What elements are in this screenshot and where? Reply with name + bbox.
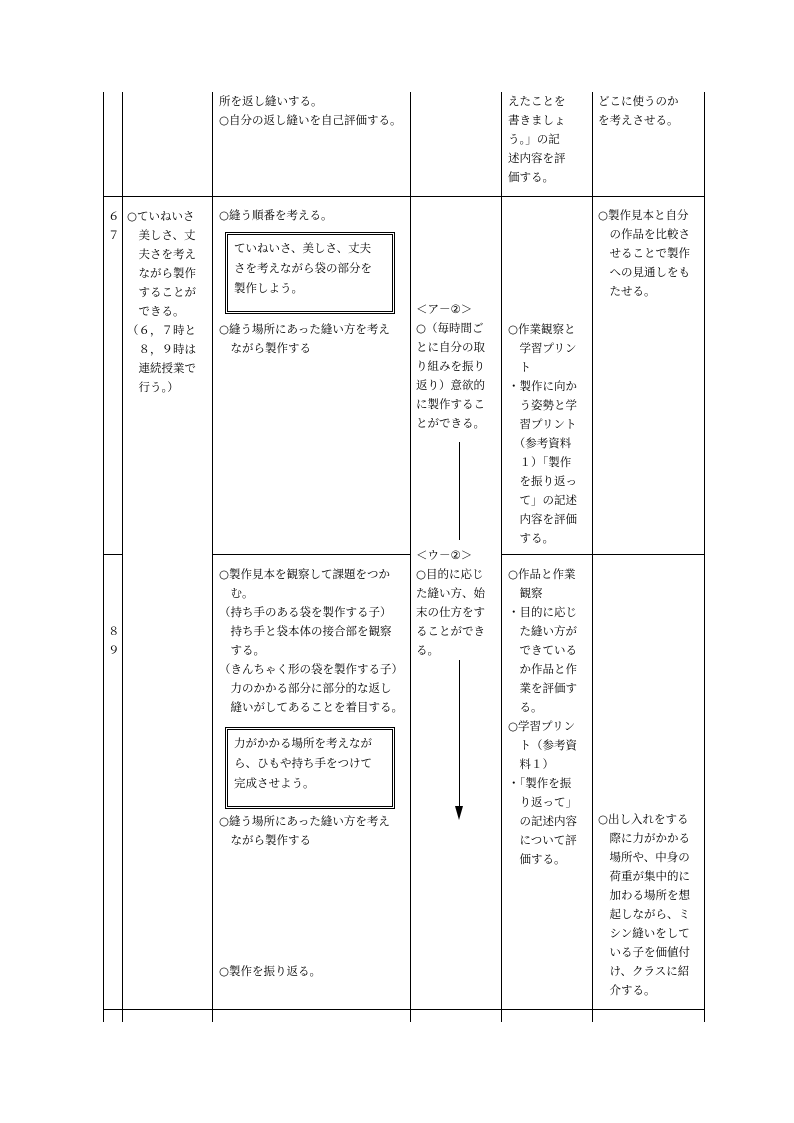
activity-text: ○縫う場所にあった縫い方を考え ながら製作する — [219, 814, 390, 847]
row-rule — [103, 196, 705, 197]
activity-text: ○縫う順番を考える。 — [219, 208, 333, 222]
row-rule — [212, 554, 410, 555]
activity-text: ○縫う場所にあった縫い方を考え ながら製作する — [219, 322, 390, 355]
column-rule — [592, 92, 593, 1022]
continuation-line — [459, 442, 460, 540]
continuation-arrow — [459, 660, 460, 808]
column-rule — [410, 92, 411, 1022]
column-rule — [501, 92, 502, 1022]
evaluation-criteria: ＜ウ－②＞ ○目的に応じ た縫い方、始 末の仕方をす ることができ る。 — [416, 548, 485, 657]
evaluation-method-text: ○作品と作業 観察 ・目的に応じ た縫い方が できている か作品と作 業を評価す る。 ○学習プリン ト（参考資 料１） ・「製作を振 り返って」 の記述内容 について評 価する。 — [508, 567, 577, 866]
column-rule — [122, 92, 123, 1022]
evaluation-method-text: ○作業観察と 学習プリン ト ・製作に向か う姿勢と学 習プリント （参考資料 １）「製作 を振り返っ て」の記述 内容を評価 する。 — [508, 322, 577, 545]
period-number: ６ ７ — [108, 209, 120, 242]
task-box: 力がかかる場所を考えなが ら、ひもや持ち手をつけて 完成させよう。 — [225, 727, 395, 809]
row-rule — [103, 554, 123, 555]
task-box: ていねいさ、美しさ、丈夫 さを考えながら袋の部分を 製作しよう。 — [225, 232, 395, 314]
activity-text: ○製作見本を観察して課題をつか む。 （持ち手のある袋を製作する子） 持ち手と袋本体の接合部を観察 する。 （きんちゃく形の袋を製作する子） 力のかかる部分に部分的な返し 縫いがしてあることを着目する。 — [219, 567, 403, 714]
row-rule — [501, 554, 705, 555]
activity-text: 所を返し縫いする。 ○自分の返し縫いを自己評価する。 — [219, 94, 402, 127]
learning-goal: ○ていねいさ 美しさ、丈 夫さを考え ながら製作 することが できる。 （６，７時と ８，９時は 連続授業で 行う。） — [127, 209, 196, 394]
evaluation-method-text: えたことを 書きましょ う。」の記 述内容を評 価する。 — [508, 94, 566, 184]
evaluation-criteria: ＜ア－②＞ ○（毎時間ご とに自分の取 り組みを振り 返り）意欲的 に製作するこ とができる。 — [416, 302, 485, 430]
period-number: ８ ９ — [108, 624, 120, 657]
activity-text: ○製作を振り返る。 — [219, 964, 322, 978]
support-text: どこに使うのか を考えさせる。 — [598, 94, 679, 127]
support-text: ○出し入れをする 際に力がかかる 場所や、中身の 荷重が集中的に 加わる場所を想 起しながら、ミ シン縫いをして いる子を価値付 け、クラスに紹 介する。 — [598, 812, 690, 997]
support-text: ○製作見本と自分 の作品を比較さ せることで製作 への見通しをも たせる。 — [598, 208, 690, 298]
column-rule — [212, 92, 213, 1022]
column-rule — [103, 92, 104, 1022]
row-rule — [103, 1009, 705, 1010]
arrow-head-icon — [455, 806, 463, 820]
column-rule — [704, 92, 705, 1022]
